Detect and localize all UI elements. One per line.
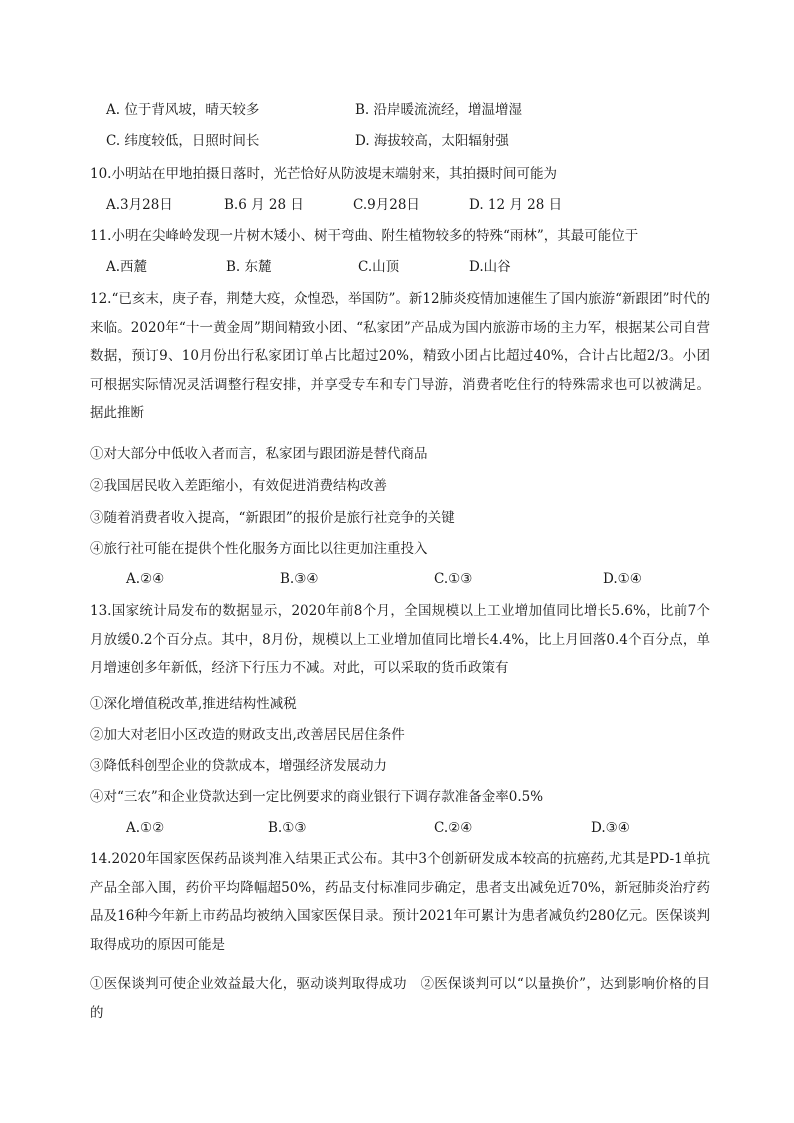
q11-stem: 11.小明在尖峰岭发现一片树木矮小、树干弯曲、附生植物较多的特殊“雨林”，其最可能位于 bbox=[90, 228, 639, 244]
q12-statement-1: ①对大部分中低收入者而言，私家团与跟团游是替代商品 bbox=[90, 446, 428, 462]
q9-option-a: A. 位于背风坡，晴天较多 bbox=[106, 102, 260, 118]
q11-option-c: C.山顶 bbox=[358, 259, 400, 275]
q13-statement-3: ③降低科创型企业的贷款成本，增强经济发展动力 bbox=[90, 758, 387, 774]
q13-option-b: B.①③ bbox=[268, 820, 307, 836]
q11-option-b: B. 东麓 bbox=[226, 259, 272, 275]
q9-option-b: B. 沿岸暖流流经，增温增湿 bbox=[355, 102, 523, 118]
q12-statement-2: ②我国居民收入差距缩小，有效促进消费结构改善 bbox=[90, 478, 387, 494]
q10-option-c: C.9月28日 bbox=[353, 197, 420, 213]
q10-option-a: A.3月28日 bbox=[106, 197, 173, 213]
q12-option-a: A.②④ bbox=[126, 571, 165, 587]
q13-option-a: A.①② bbox=[126, 820, 165, 836]
q12-statement-4: ④旅行社可能在提供个性化服务方面比以往更加注重投入 bbox=[90, 541, 428, 557]
q14-statement-1-2: ①医保谈判可使企业效益最大化，驱动谈判取得成功 ②医保谈判可以“以量换价”，达到影响价格的目的 bbox=[90, 976, 710, 1021]
q11-option-d: D.山谷 bbox=[469, 259, 511, 275]
q10-option-b: B.6 月 28 日 bbox=[224, 197, 304, 213]
q13-statement-1: ①深化增值税改革,推进结构性减税 bbox=[90, 696, 297, 712]
q12-option-b: B.③④ bbox=[280, 571, 319, 587]
q12-statement-3: ③随着消费者收入提高，“新跟团”的报价是旅行社竞争的关键 bbox=[90, 510, 455, 526]
q13-option-c: C.②④ bbox=[434, 820, 473, 836]
q10-stem: 10.小明站在甲地拍摄日落时，光芒恰好从防波堤末端射来，其拍摄时间可能为 bbox=[90, 166, 557, 182]
q12-stem: 12.“已亥末，庚子春，荆楚大疫，众惶恐，举国防”。新12肺炎疫情加速催生了国内旅游“新跟团”时代的来临。2020年“十一黄金周”期间精致小团、“私家团”产品成为国内旅游市场的主力军，根据某公司自营数据，预订9、10月份出行私家团订单占比超过20%，精致小团占比超过40%，合计占比超2/3。小团可根据实际情况灵活调整行程安排，并享受专车和专门导游，消费者吃住行的特殊需求也可以被满足。据此推断 bbox=[90, 291, 710, 421]
q13-stem: 13.国家统计局发布的数据显示，2020年前8个月，全国规模以上工业增加值同比增长5.6%，比前7个月放缓0.2个百分点。其中，8月份，规模以上工业增加值同比增长4.4%，比上月回落0.4个百分点，单月增速创多年新低，经济下行压力不减。对此，可以采取的货币政策有 bbox=[90, 603, 710, 676]
q10-option-d: D. 12 月 28 日 bbox=[469, 197, 563, 213]
q9-option-d: D. 海拔较高，太阳辐射强 bbox=[355, 133, 509, 149]
q14-stem: 14.2020年国家医保药品谈判准入结果正式公布。其中3个创新研发成本较高的抗癌药,尤其是PD-1单抗产品全部入围，药价平均降幅超50%，药品支付标准同步确定，患者支出减免近70%，新冠肺炎治疗药品及16种今年新上市药品均被纳入国家医保目录。预计2021年可累计为患者减负约280亿元。医保谈判取得成功的原因可能是 bbox=[90, 851, 710, 953]
q12-option-c: C.①③ bbox=[434, 571, 473, 587]
q13-statement-2: ②加大对老旧小区改造的财政支出,改善居民居住条件 bbox=[90, 727, 405, 743]
q11-option-a: A.西麓 bbox=[106, 259, 148, 275]
q9-option-c: C. 纬度较低，日照时间长 bbox=[106, 133, 260, 149]
q13-statement-4: ④对“三农”和企业贷款达到一定比例要求的商业银行下调存款准备金率0.5% bbox=[90, 789, 544, 805]
q12-option-d: D.①④ bbox=[603, 571, 642, 587]
q13-option-d: D.③④ bbox=[591, 820, 630, 836]
